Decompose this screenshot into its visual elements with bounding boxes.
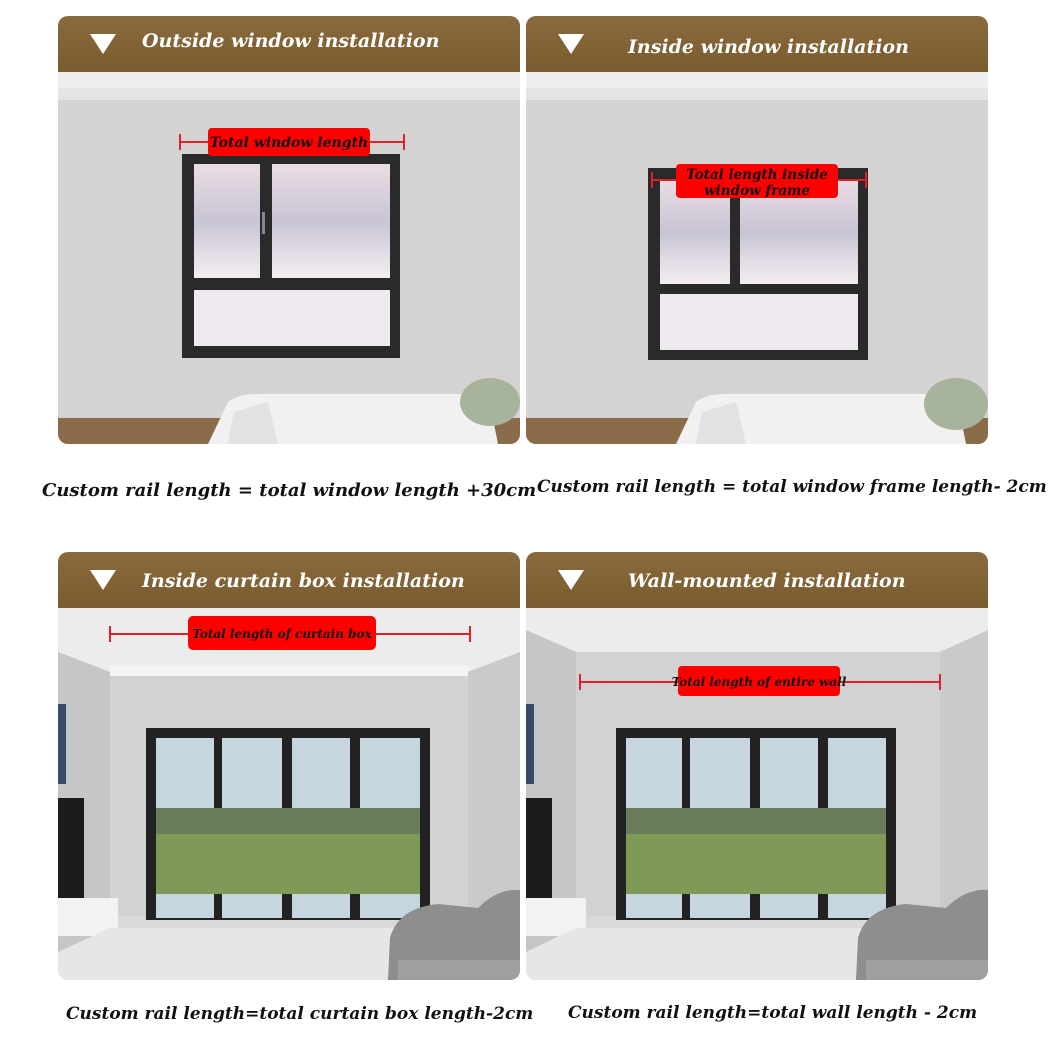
measurement-label: Total length of curtain box <box>192 627 372 641</box>
panel-inside-window <box>526 16 988 444</box>
caption-outside-window: Custom rail length = total window length +30cm <box>42 480 537 501</box>
measurement-label-line2: window frame <box>704 183 810 199</box>
measurement-label-line1: Total length inside <box>686 167 828 183</box>
panel-header <box>526 552 988 608</box>
panel-title: Inside curtain box installation <box>142 570 465 592</box>
measurement-label: Total length of entire wall <box>671 675 847 689</box>
measurement-label: Total window length <box>209 135 369 151</box>
down-triangle-icon <box>558 570 584 590</box>
inside-window-illustration <box>526 72 988 444</box>
outside-window-illustration <box>58 72 520 444</box>
panel-title: Wall-mounted installation <box>628 570 906 592</box>
panel-wall-mounted <box>526 552 988 980</box>
panel-header <box>58 552 520 608</box>
wall-mounted-illustration <box>526 608 988 980</box>
down-triangle-icon <box>90 570 116 590</box>
panel-title: Inside window installation <box>628 36 909 58</box>
caption-inside-window: Custom rail length = total window frame length- 2cm <box>537 477 1047 497</box>
caption-wall-mounted: Custom rail length=total wall length - 2cm <box>568 1003 978 1023</box>
panel-header <box>58 16 520 72</box>
panel-title: Outside window installation <box>142 30 440 52</box>
curtain-box-illustration <box>58 608 520 980</box>
panel-outside-window <box>58 16 520 444</box>
down-triangle-icon <box>558 34 584 54</box>
caption-inside-curtain-box: Custom rail length=total curtain box length-2cm <box>66 1004 534 1024</box>
panel-inside-curtain-box <box>58 552 520 980</box>
panel-header <box>526 16 988 72</box>
down-triangle-icon <box>90 34 116 54</box>
